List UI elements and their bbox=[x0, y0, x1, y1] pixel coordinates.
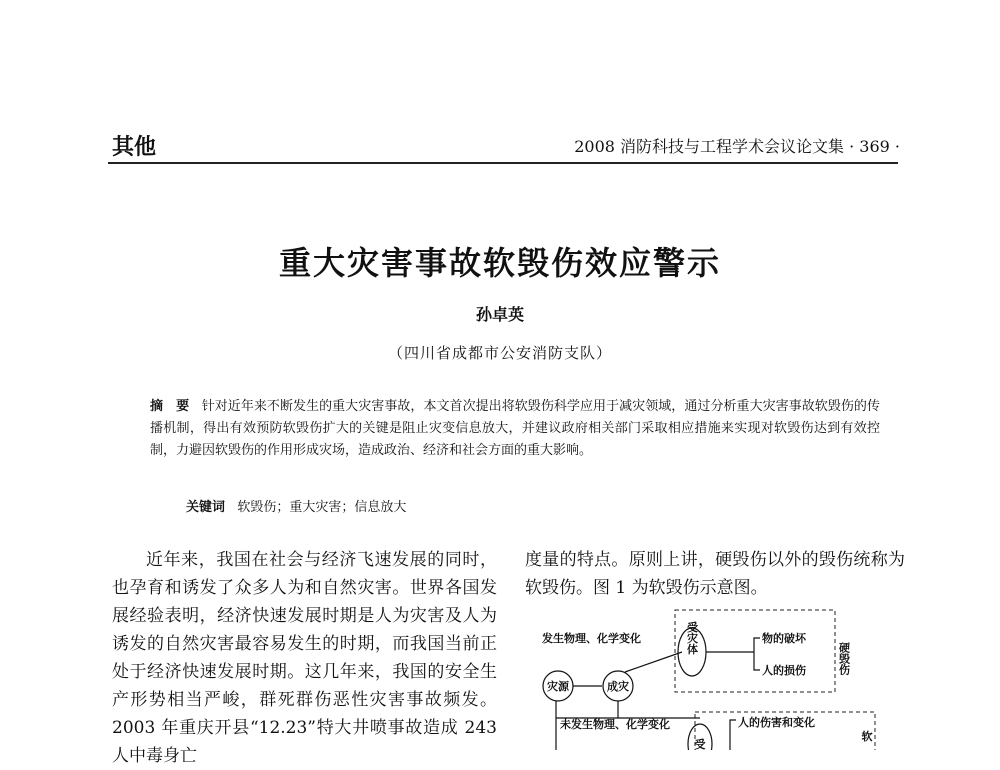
hard-effect-1: 物的破坏 bbox=[762, 632, 806, 645]
hard-damage-label: 硬毁伤 bbox=[837, 642, 851, 675]
keywords-line bbox=[186, 496, 406, 515]
abstract-block bbox=[150, 396, 880, 462]
edge-upper-path bbox=[625, 652, 682, 672]
keywords-label: 关键词 bbox=[186, 500, 226, 515]
hard-brace bbox=[754, 638, 760, 670]
keywords-text: 软毁伤；重大灾害；信息放大 bbox=[237, 500, 407, 515]
section-label: 其他 bbox=[112, 135, 157, 160]
receiver-upper-label: 受灾体 bbox=[685, 621, 699, 655]
body-right-column: 度量的特点。原则上讲，硬毁伤以外的毁伤统称为软毁伤。图 1 为软毁伤示意图。 bbox=[525, 550, 905, 598]
hard-damage-group bbox=[675, 610, 835, 692]
soft-damage-diagram bbox=[540, 608, 880, 750]
header-rule bbox=[108, 162, 898, 164]
abstract-text: 针对近年来不断发生的重大灾害事故，本文首次提出将软毁伤科学应用于减灾领域，通过分析重大灾害事故软毁伤的传播机制，得出有效预防软毁伤扩大的关键是阻止灾变信息放大，并建议政府相关部门采取相应措施来实现对软毁伤达到有效控制，力避因软毁伤的作用形成灾场，造成政治、经济和社会方面的重大影响。 bbox=[150, 399, 880, 458]
path-upper-label: 发生物理、化学变化 bbox=[542, 632, 641, 645]
abstract-label: 摘 要 bbox=[150, 399, 190, 414]
paper-author: 孙卓英 bbox=[475, 305, 524, 324]
body-left-column: 近年来，我国在社会与经济飞速发展的同时，也孕育和诱发了众多人为和自然灾害。世界各国发展经验表明，经济快速发展时期是人为灾害及人为诱发的自然灾害最容易发生的时期，而我国当前正处于经济快速发展时期。这几年来，我国的安全生产形势相当严峻，群死群伤恶性灾害事故频发。2003 年重庆开县“12.23”特大井喷事故造成 243 人中毒身亡 bbox=[112, 550, 497, 766]
soft-damage-label: 软 bbox=[861, 730, 873, 743]
disaster-node-label: 成灾 bbox=[607, 680, 629, 693]
soft-brace bbox=[730, 720, 736, 750]
running-header: 2008 消防科技与工程学术会议论文集 · 369 · bbox=[574, 137, 900, 156]
receiver-lower-label: 受 bbox=[694, 738, 706, 750]
soft-effect-1: 人的伤害和变化 bbox=[738, 716, 815, 729]
paper-affiliation: （四川省成都市公安消防支队） bbox=[387, 344, 612, 362]
source-node-label: 灾源 bbox=[547, 680, 569, 693]
paper-title: 重大灾害事故软毁伤效应警示 bbox=[278, 244, 721, 282]
path-lower-label: 未发生物理、化学变化 bbox=[560, 718, 670, 731]
hard-effect-2: 人的损伤 bbox=[762, 664, 806, 677]
